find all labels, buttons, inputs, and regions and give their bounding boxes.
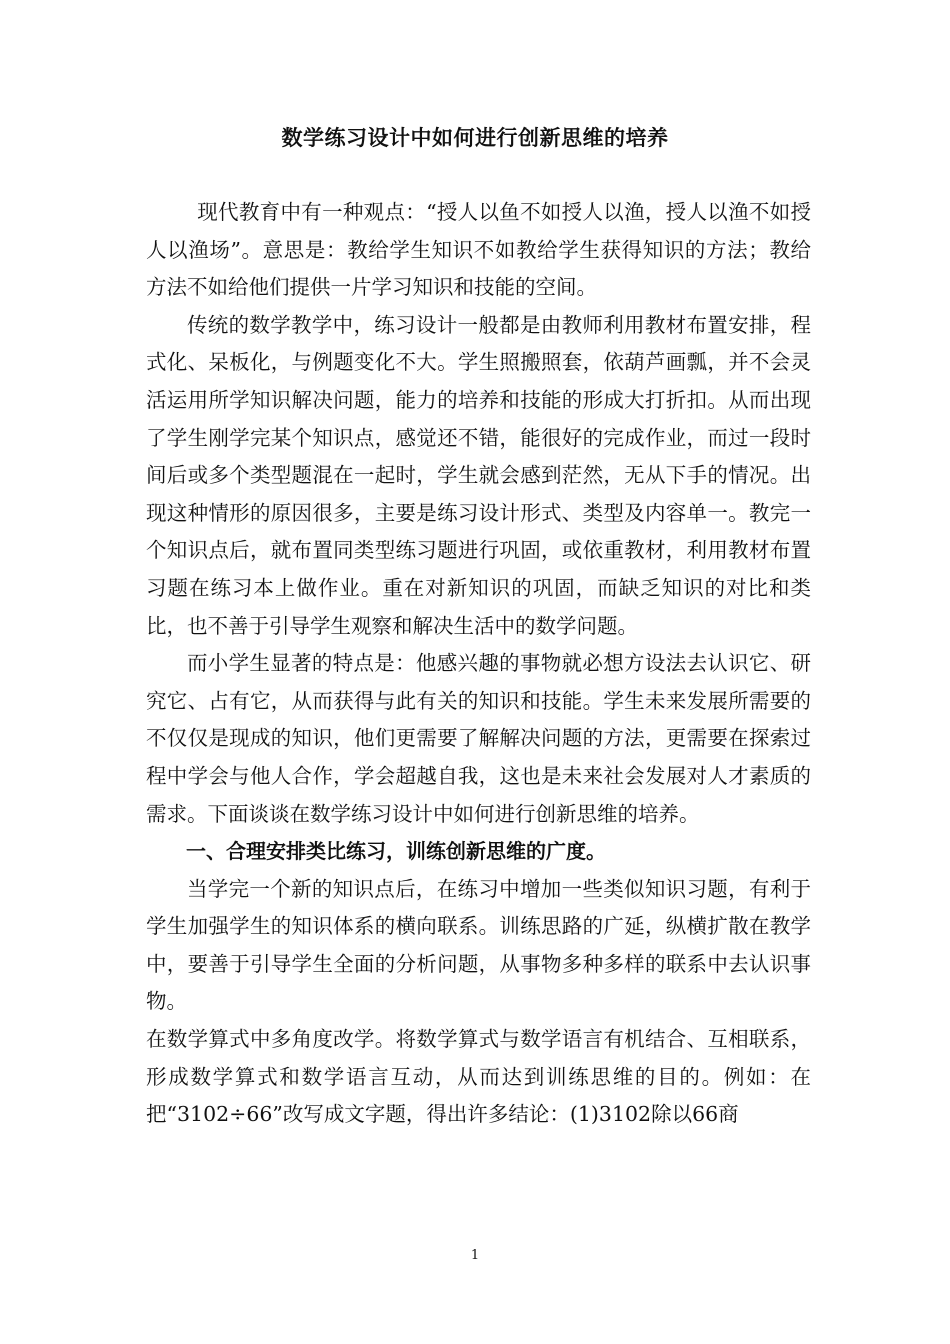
paragraph-intro: 现代教育中有一种观点：“授人以鱼不如授人以渔，授人以渔不如授人以渔场”。意思是：教给学生知识不如教给学生获得知识的方法；教给方法不如给他们提供一片学习知识和技能的空间。	[146, 200, 811, 300]
paragraph-math-expression: 在数学算式中多角度改学。将数学算式与数学语言有机结合、互相联系，形成数学算式和数学语言互动，从而达到训练思维的目的。例如：在把“3102÷66”改写成文字题，得出许多结论：(1)3102除以66商	[146, 1027, 811, 1127]
section-heading-1: 一、合理安排类比练习，训练创新思维的广度。	[186, 839, 606, 864]
paragraph-student-traits: 而小学生显著的特点是：他感兴趣的事物就必想方设法去认识它、研究它、占有它，从而获得与此有关的知识和技能。学生未来发展所需要的不仅仅是现成的知识，他们更需要了解解决问题的方法，更需要在探索过程中学会与他人合作，学会超越自我，这也是未来社会发展对人才素质的需求。下面谈谈在数学练习设计中如何进行创新思维的培养。	[146, 651, 811, 826]
page-number: 1	[470, 1248, 480, 1263]
document-title: 数学练习设计中如何进行创新思维的培养	[281, 126, 669, 150]
paragraph-traditional-teaching: 传统的数学教学中，练习设计一般都是由教师利用教材布置安排，程式化、呆板化，与例题变化不大。学生照搬照套，依葫芦画瓢，并不会灵活运用所学知识解决问题，能力的培养和技能的形成大打折扣。从而出现了学生刚学完某个知识点，感觉还不错，能很好的完成作业，而过一段时间后或多个类型题混在一起时，学生就会感到茫然，无从下手的情况。出现这种情形的原因很多，主要是练习设计形式、类型及内容单一。教完一个知识点后，就布置同类型练习题进行巩固，或依重教材，利用教材布置习题在练习本上做作业。重在对新知识的巩固，而缺乏知识的对比和类比，也不善于引导学生观察和解决生活中的数学问题。	[146, 312, 811, 638]
document-body	[146, 194, 811, 1134]
paragraph-analogy-practice: 当学完一个新的知识点后，在练习中增加一些类似知识习题，有利于学生加强学生的知识体系的横向联系。训练思路的广延，纵横扩散在教学中，要善于引导学生全面的分析问题，从事物多种多样的联系中去认识事物。	[146, 876, 811, 1014]
